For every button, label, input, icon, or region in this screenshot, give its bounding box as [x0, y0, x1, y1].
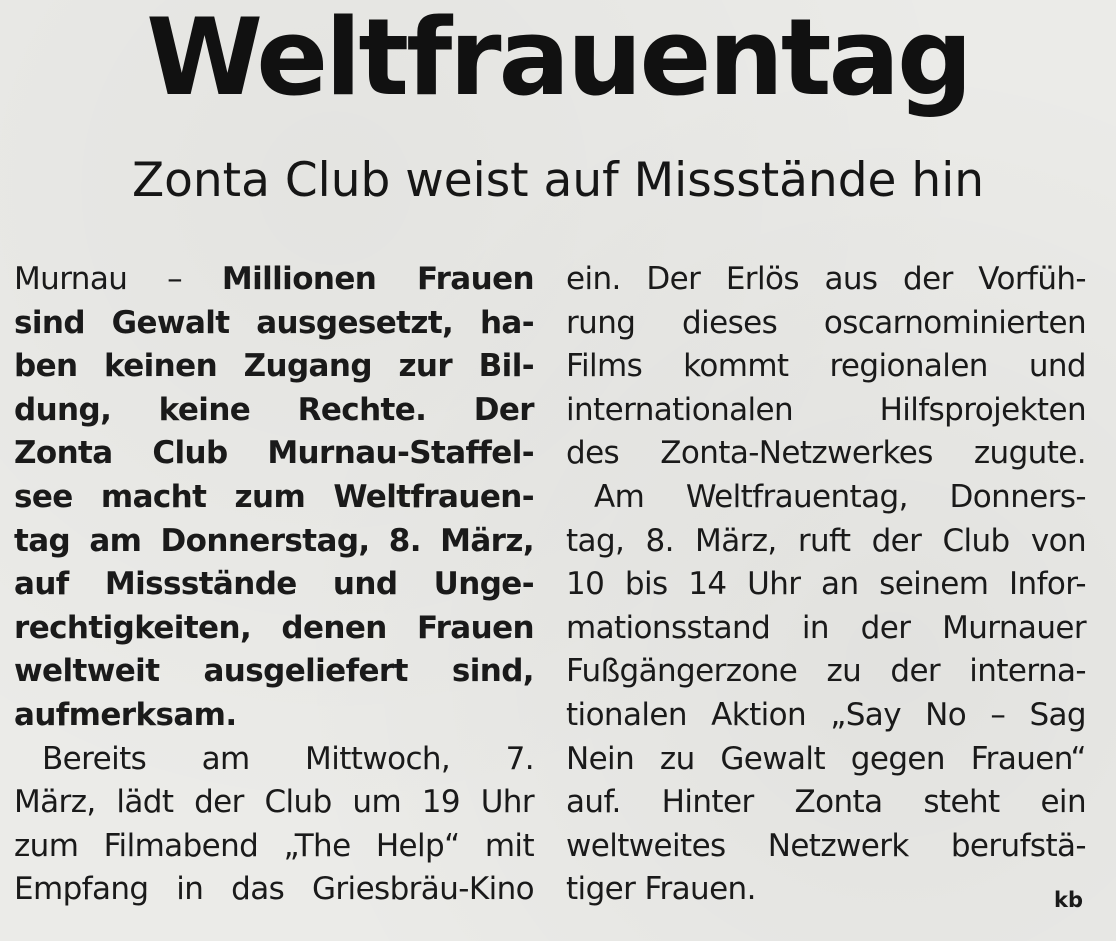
body-line: Nein zu Gewalt gegen Frauen“ [566, 740, 1086, 777]
body-line: ein. Der Erlös aus der Vorfüh- [566, 261, 1086, 297]
body-line: rung dieses oscarnominierten [566, 304, 1086, 341]
lead-line: auf Missstände und Unge- [14, 566, 534, 603]
lead-line: see macht zum Weltfrauen- [14, 478, 534, 515]
body-line: Fußgängerzone zu der interna- [566, 653, 1086, 690]
body-line: des Zonta-Netzwerkes zugute. [566, 435, 1086, 472]
article-line [14, 258, 534, 302]
lead-line: rechtigkeiten, denen Frauen [14, 609, 534, 646]
body-line: weltweites Netzwerk berufstä- [566, 827, 1086, 864]
lead-line: aufmerksam. [14, 696, 237, 733]
lead-line: sind Gewalt ausgesetzt, ha- [14, 304, 534, 341]
body-line: tiger Frauen. [566, 871, 756, 908]
body-line: tag, 8. März, ruft der Club von [566, 522, 1086, 559]
body-line: Am Weltfrauentag, Donners- [594, 478, 1086, 515]
lead-line: Zonta Club Murnau-Staffel- [14, 435, 534, 472]
body-line: 10 bis 14 Uhr an seinem Infor- [566, 566, 1086, 603]
lead-text: Millionen Frauen [221, 261, 534, 297]
headline: Weltfrauentag [146, 0, 970, 119]
lead-line: ben keinen Zugang zur Bil- [14, 348, 534, 385]
body-line: tionalen Aktion „Say No – Sag [566, 696, 1086, 733]
body-line: mationsstand in der Murnauer [566, 609, 1086, 646]
lead-line: dung, keine Rechte. Der [14, 391, 534, 428]
body-line: Empfang in das Griesbräu-Kino [14, 871, 534, 908]
body-line: auf. Hinter Zonta steht ein [566, 784, 1086, 821]
article-column-right [566, 258, 1086, 912]
author-initials: kb [1054, 888, 1083, 912]
body-line: internationalen Hilfsprojekten [566, 391, 1086, 428]
article-column-left [14, 258, 534, 912]
body-line: März, lädt der Club um 19 Uhr [14, 784, 534, 821]
body-line: Films kommt regionalen und [566, 348, 1086, 385]
body-line: Bereits am Mittwoch, 7. [42, 740, 534, 777]
dateline: Murnau – [14, 261, 183, 297]
body-line: zum Filmabend „The Help“ mit [14, 827, 534, 864]
lead-line: weltweit ausgeliefert sind, [14, 653, 534, 690]
subheadline: Zonta Club weist auf Missstände hin [131, 153, 985, 208]
lead-line: tag am Donnerstag, 8. März, [14, 522, 534, 559]
